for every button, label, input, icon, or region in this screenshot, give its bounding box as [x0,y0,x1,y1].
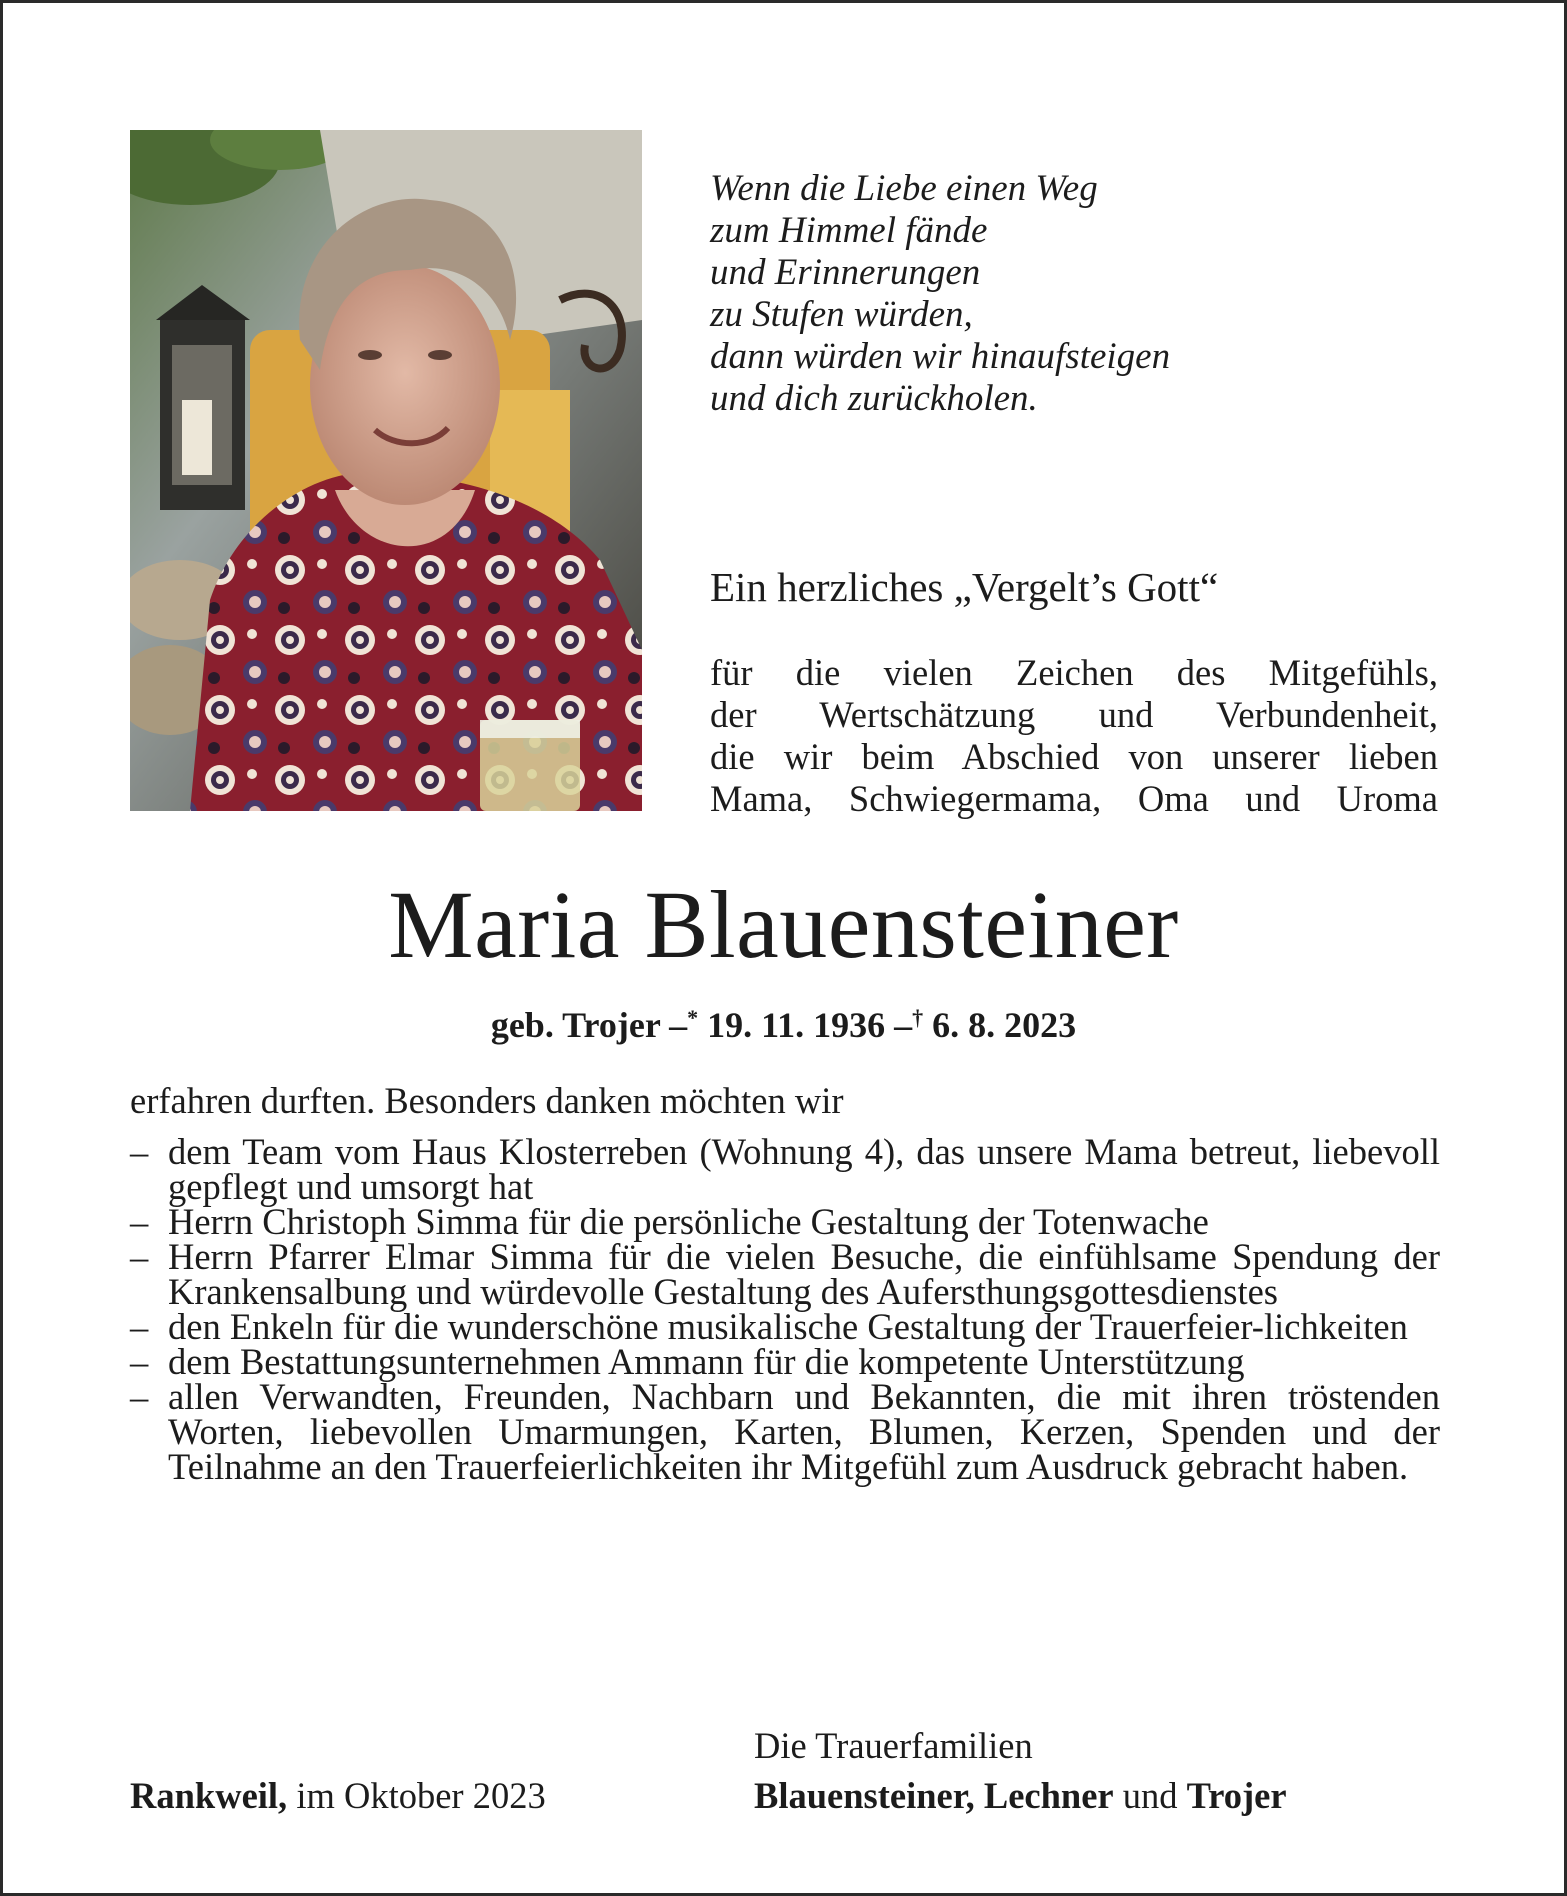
list-dash: – [130,1236,149,1277]
thanks-heading: Ein herzliches „Vergelt’s Gott“ [710,564,1219,610]
list-item-text: dem Bestattungsunternehmen Ammann für die kompetente Unterstützung [168,1341,1245,1382]
deceased-name: Maria Blauensteiner [388,871,1179,978]
poem-line: und Erinnerungen [710,252,981,293]
list-item [130,1341,1440,1382]
list-dash: – [130,1376,149,1417]
list-item [130,1376,1440,1487]
list-dash: – [130,1201,149,1242]
family-name: Trojer [1186,1775,1287,1816]
body-intro: erfahren durften. Besonders danken möchten wir [130,1080,844,1121]
poem-line: und dich zurückholen. [710,378,1038,419]
list-item [130,1131,1440,1207]
thanks-line: für die vielen Zeichen des Mitgefühls, [710,652,1438,693]
birth-date: 19. 11. 1936 [707,1005,886,1045]
poem-line: zum Himmel fände [710,210,988,251]
thanks-text [710,652,1438,820]
separator: – [669,1005,688,1045]
separator: – [894,1005,913,1045]
list-item-text: allen Verwandten, Freunden, Nachbarn und Bekannten, die mit ihren tröstenden Worten, liebevollen Umarmungen, Karten, Blumen, Kerzen, Spenden und der Teilnahme an den Trauerfeierlichkeiten ihr Mitgefühl zum Ausdruck gebracht haben. [168,1376,1440,1487]
thanks-line: Mama, Schwiegermama, Oma und Uroma [710,778,1438,819]
list-dash: – [130,1341,149,1382]
poem-line: zu Stufen würden, [710,294,973,335]
poem-line: Wenn die Liebe einen Weg [710,168,1098,209]
portrait-image [130,130,642,811]
list-dash: – [130,1306,149,1347]
place: Rankweil, [130,1775,288,1816]
thanks-list [130,1131,1440,1487]
conjunction: und [1122,1775,1178,1816]
list-dash: – [130,1131,149,1172]
signers [754,1774,1474,1818]
list-item-text: Herrn Christoph Simma für die persönliche Gestaltung der Totenwache [168,1201,1209,1242]
list-item [130,1201,1440,1242]
thanks-line: der Wertschätzung und Verbundenheit, [710,694,1438,735]
birth-name: geb. Trojer [490,1005,661,1045]
list-item-text: Herrn Pfarrer Elmar Simma für die vielen Besuche, die einfühlsame Spendung der Krankensalbung und würdevolle Gestaltung des Aufersthungsgottesdienstes [168,1236,1440,1312]
family-name: Blauensteiner, [754,1775,975,1816]
date: im Oktober 2023 [296,1775,546,1816]
birth-symbol: * [687,1005,699,1030]
list-item [130,1236,1440,1312]
portrait-photo [130,130,642,811]
list-item-text: den Enkeln für die wunderschöne musikalische Gestaltung der Trauerfeier-lichkeiten [168,1306,1408,1347]
family-name: Lechner [983,1775,1114,1816]
place-date [130,1774,730,1818]
poem [710,168,1410,420]
list-item [130,1306,1440,1347]
poem-line: dann würden wir hinaufsteigen [710,336,1171,377]
death-symbol: † [912,1005,924,1030]
signers-label: Die Trauerfamilien [754,1725,1033,1766]
thanks-line: die wir beim Abschied von unserer lieben [710,736,1438,777]
death-date: 6. 8. 2023 [932,1005,1077,1045]
list-item-text: dem Team vom Haus Klosterreben (Wohnung 4), das unsere Mama betreut, liebevoll gepflegt und umsorgt hat [168,1131,1440,1207]
life-dates [0,996,1567,1047]
